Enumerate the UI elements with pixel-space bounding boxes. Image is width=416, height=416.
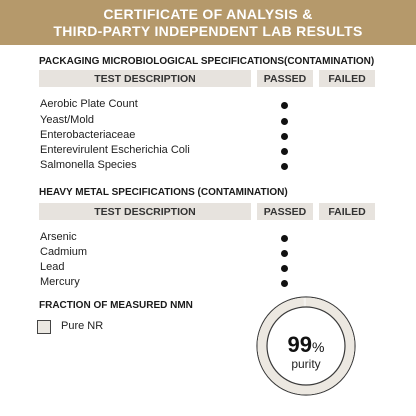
purity-percent xyxy=(256,332,356,358)
metal-header-failed: FAILED xyxy=(319,203,375,220)
micro-row-label: Enterobacteriaceae xyxy=(40,129,136,141)
banner-line-1: CERTIFICATE OF ANALYSIS & xyxy=(103,5,313,22)
metal-header-passed: PASSED xyxy=(257,203,313,220)
fraction-section-title: FRACTION OF MEASURED NMN xyxy=(39,300,193,311)
banner-line-2: THIRD-PARTY INDEPENDENT LAB RESULTS xyxy=(53,22,363,39)
passed-dot xyxy=(281,265,288,272)
passed-dot xyxy=(281,148,288,155)
metal-section-title: HEAVY METAL SPECIFICATIONS (CONTAMINATION) xyxy=(39,187,288,198)
micro-row-label: Aerobic Plate Count xyxy=(40,98,138,110)
passed-dot xyxy=(281,280,288,287)
micro-header-failed: FAILED xyxy=(319,70,375,87)
passed-dot xyxy=(281,163,288,170)
micro-header-test-description: TEST DESCRIPTION xyxy=(39,70,251,87)
micro-row-label: Salmonella Species xyxy=(40,159,137,171)
micro-header-passed: PASSED xyxy=(257,70,313,87)
purity-number: 99 xyxy=(287,332,313,357)
micro-section-title: PACKAGING MICROBIOLOGICAL SPECIFICATIONS(CONTAMINATION) xyxy=(39,56,375,67)
metal-row-label: Mercury xyxy=(40,276,80,288)
legend-swatch xyxy=(37,320,51,334)
certificate-banner xyxy=(0,0,416,45)
legend-label: Pure NR xyxy=(61,320,104,332)
passed-dot xyxy=(281,133,288,140)
purity-label: purity xyxy=(291,357,321,371)
micro-row-label: Enterevirulent Escherichia Coli xyxy=(40,144,190,156)
passed-dot xyxy=(281,235,288,242)
metal-row-label: Cadmium xyxy=(40,246,88,258)
purity-percent-sign: % xyxy=(312,339,325,355)
metal-row-label: Lead xyxy=(40,261,65,273)
passed-dot xyxy=(281,250,288,257)
micro-row-label: Yeast/Mold xyxy=(40,114,95,126)
passed-dot xyxy=(281,102,288,109)
metal-row-label: Arsenic xyxy=(40,231,77,243)
metal-header-test-description: TEST DESCRIPTION xyxy=(39,203,251,220)
passed-dot xyxy=(281,118,288,125)
